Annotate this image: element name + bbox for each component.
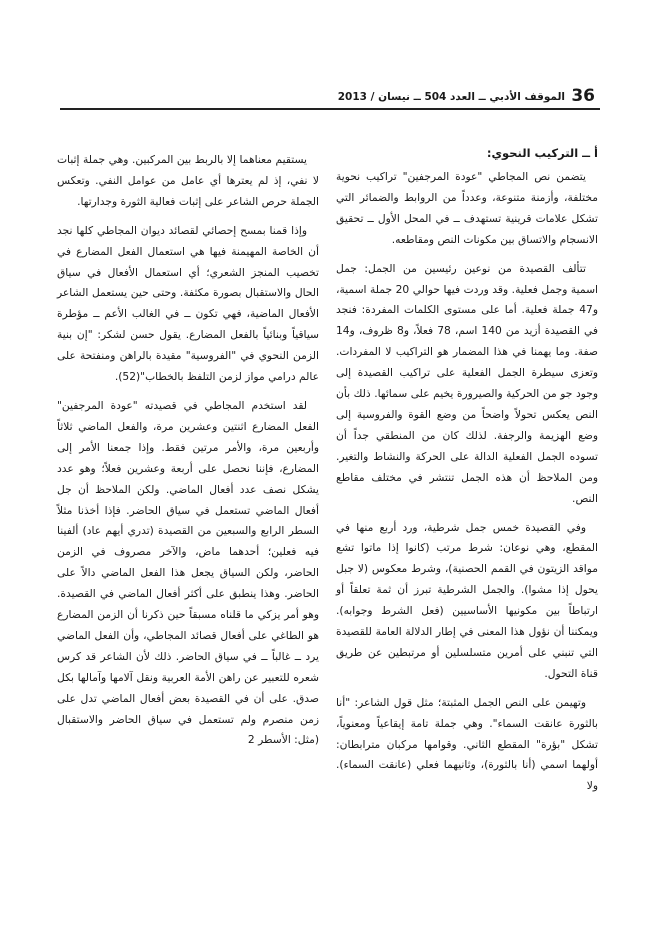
paragraph: يستقيم معناهما إلا بالربط بين المركبين. وهي جملة إثبات لا نفي، إذ لم يعترها أي عامل من عوامل النفي. وتعكس الجملة حرص الشاعر على إثبات فعالية الثورة وجدارتها. xyxy=(57,153,319,208)
header-divider xyxy=(60,108,600,110)
paragraph: يتضمن نص المجاطي "عودة المرجفين" تراكيب نحوية مختلفة، وأزمنة متنوعة، وعدداً من الروابط والضمائر التي تشكل علامات قرينية تستهدف ــ في المحل الأول ــ تحقيق الانسجام والاتساق بين مكونات النص ومقاطعه. xyxy=(336,170,598,246)
paragraph: تتألف القصيدة من نوعين رئيسين من الجمل: جمل اسمية وجمل فعلية. وقد وردت فيها حوالي 20 جملة اسمية، و47 جملة فعلية. أما على مستوى الكلمات المفردة: فنجد في القصيدة أزيد من 140 اسم، 78 فعلاً، و8 ظروف، و14 صفة. وما يهمنا في هذا المضمار هو التراكيب لا المفردات. وتعزى سيطرة الجمل الفعلية على تراكيب القصيدة إلى وجود جو من الحركية والصيرورة يخيم على سمائها. ذلك بأن النص يعكس تحولاً واضحاً من وضع القوة والفروسية إلى وضع الهزيمة والرجفة. لذلك كان من المنطقي جداً أن تسوده الجمل الفعلية الدالة على الحركة والنشاط والتغير. ومن الملاحظ أن هذه الجمل تنتشر في مختلف مقاطع النص. xyxy=(336,261,599,505)
paragraph: وتهيمن على النص الجمل المثبتة؛ مثل قول الشاعر: "أنا بالثورة عانقت السماء". وهي جملة تامة إيقاعياً ومعنوياً، تشكل "بؤرة" المقطع الثاني. وقوامها مركبان مترابطان: أولهما اسمي (أنا بالثورة)، وثانيهما فعلي (عانقت السماء). ولا xyxy=(336,695,598,793)
left-column xyxy=(57,150,319,759)
section-heading: أ ــ التركيب النحوي: xyxy=(486,146,598,160)
running-head: الموقف الأدبي ــ العدد 504 ــ نيسان / 2013 xyxy=(337,91,565,103)
paragraph: لقد استخدم المجاطي في قصيدته "عودة المرجفين" الفعل المضارع اثنتين وعشرين مرة، والفعل الماضي ثلاثاً وأربعين مرة، والأمر مرتين فقط. وإذا جمعنا الأمر إلى المضارع، فإننا نحصل على أربعة وعشرين فعلاً؛ وهو عدد يشكل نصف عدد أفعال الماضي. ولكن الملاحظ أن جل أفعال الماضي تستعمل في سياق الحاضر. فإذا أخذنا مثلاً السطر الرابع والسبعين من القصيدة (تدري أيهم عاد) ألفينا فيه فعلين؛ أحدهما ماض، والآخر مصروف في الزمن الحاضر، ولكن السياق يجعل هذا الفعل الماضي دالاً على الحاضر. وهذا ينطبق على أكثر أفعال الماضي في القصيدة. وهو أمر يزكي ما قلناه مسبقاً حين ذكرنا أن الزمن المضارع هو الطاغي على أفعال قصائد المجاطي، وأن الفعل الماضي يرد ــ غالباً ــ في سياق الحاضر. ذلك لأن الشاعر قد كرس شعره للتعبير عن راهن الأمة العربية ونقل آلامها وآمالها بكل صدق. على أن في القصيدة بعض أفعال الماضي تدل على زمن منصرم ولم تستعمل في سياق الحاضر والاستقبال (مثل: الأسطر 2 xyxy=(57,398,319,747)
page-number: 36 xyxy=(571,86,595,106)
page-header xyxy=(337,86,595,108)
paragraph: وفي القصيدة خمس جمل شرطية، ورد أربع منها في المقطع، وهي نوعان: شرط مرتب (كانوا إذا ماتوا تشع مواقد الزيتون في القمم الحصنية)، وشرط معكوس (لا جبل يحول إذا مشوا). والجمل الشرطية تبرز أن ثمة تعلقاً أو ارتباطاً بين مكونيها الأساسيين (فعل الشرط وجوابه). ويمكننا أن نؤول هذا المعنى في إطار الدلالة العامة للقصيدة التي تنبني على أمرين متسلسلين أو مرتبطين عن طريق قناة التحول. xyxy=(336,520,598,680)
right-column xyxy=(336,143,598,805)
paragraph: وإذا قمنا بمسح إحصائي لقصائد ديوان المجاطي كلها نجد أن الخاصة المهيمنة فيها هي استعمال الفعل المضارع في تخصيب المنجز الشعري؛ أي استعمال الأفعال في سياق الحال والاستقبال بصورة مكثفة. وحتى حين يستعمل الشاعر الأفعال الماضية، فهي تكون ــ في الغالب الأعم ــ مؤطرة سياقياً وبنائياً بالفعل المضارع. يقول حسن لشكر: "إن بنية الزمن النحوي في "الفروسية" مقيدة بالراهن ومنفتحة على عالم درامي مواز لزمن التلفظ بالخطاب"(52). xyxy=(57,223,319,384)
